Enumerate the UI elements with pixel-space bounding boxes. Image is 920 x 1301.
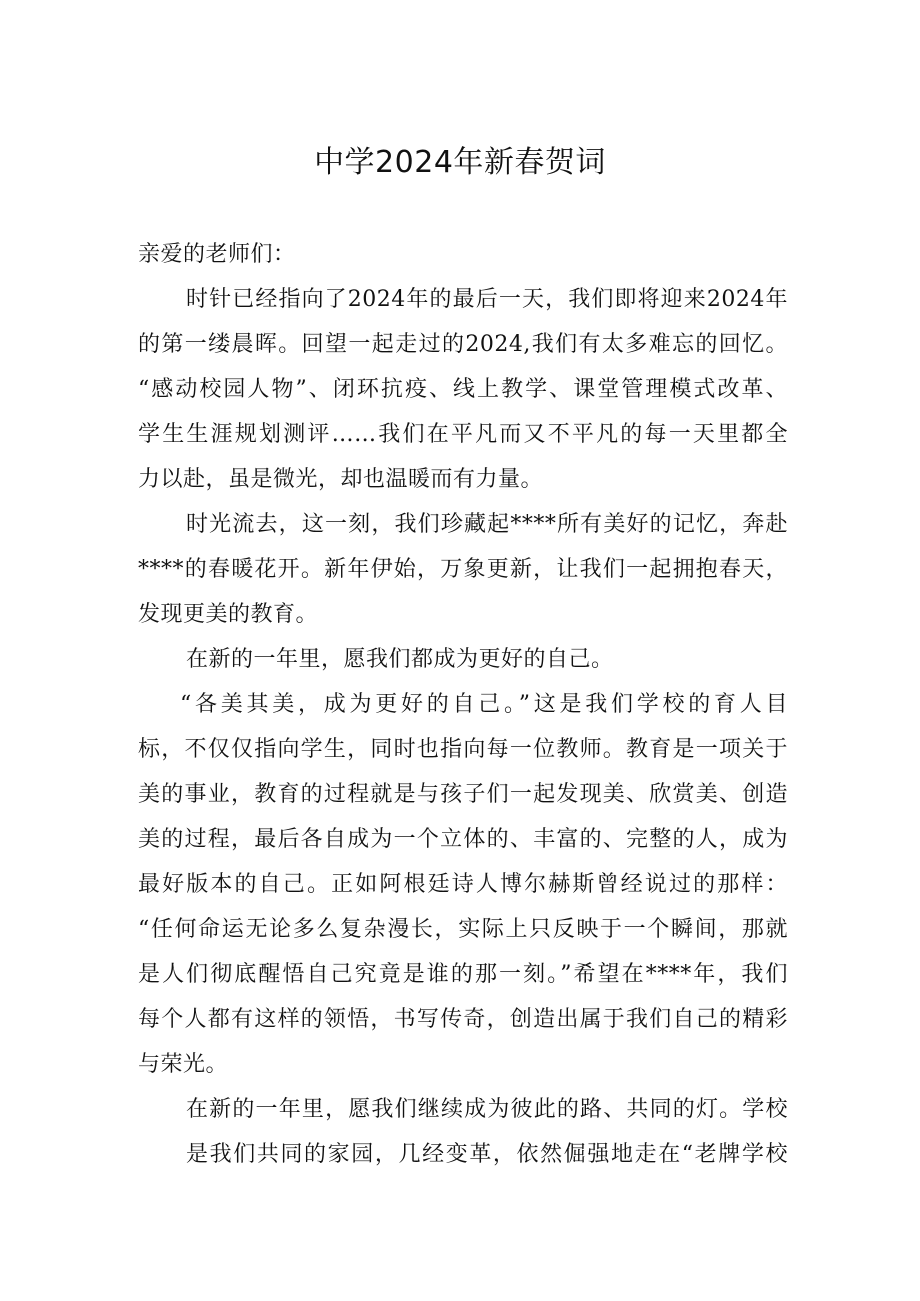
paragraph-line: “任何命运无论多么复杂漫长，实际上只反映于一个瞬间，那就 — [138, 917, 788, 942]
paragraph-line: 力以赴，虽是微光，却也温暖而有力量。 — [138, 467, 544, 492]
paragraph-line: 与荣光。 — [138, 1052, 229, 1077]
paragraph-line: 美的过程，最后各自成为一个立体的、丰富的、完整的人，成为 — [138, 827, 788, 852]
paragraph-line: 每个人都有这样的领悟，书写传奇，创造出属于我们自己的精彩 — [138, 1007, 788, 1032]
paragraph-line: 标，不仅仅指向学生，同时也指向每一位教师。教育是一项关于 — [138, 737, 788, 762]
paragraph-line: 时针已经指向了2024年的最后一天，我们即将迎来2024年 — [186, 287, 788, 312]
salutation: 亲爱的老师们： — [138, 242, 296, 267]
paragraph-line: 的第一缕晨晖。回望一起走过的2024,我们有太多难忘的回忆。 — [138, 332, 788, 357]
paragraph-line: 最好版本的自己。正如阿根廷诗人博尔赫斯曾经说过的那样： — [138, 872, 788, 897]
paragraph-line: “感动校园人物”、闭环抗疫、线上教学、课堂管理模式改革、 — [138, 377, 788, 402]
paragraph-line: 在新的一年里，愿我们继续成为彼此的路、共同的灯。学校 — [186, 1097, 788, 1122]
document-title: 中学2024年新春贺词 — [314, 145, 606, 180]
document-body — [138, 232, 788, 1177]
paragraph-line: 在新的一年里，愿我们都成为更好的自己。 — [186, 647, 614, 672]
paragraph-line: 美的事业，教育的过程就是与孩子们一起发现美、欣赏美、创造 — [138, 782, 788, 807]
paragraph-line: 时光流去，这一刻，我们珍藏起****所有美好的记忆，奔赴 — [186, 512, 788, 537]
paragraph-line: 是我们共同的家园，几经变革，依然倔强地走在“老牌学校 — [186, 1142, 788, 1167]
paragraph-line: 发现更美的教育。 — [138, 602, 319, 627]
paragraph-line: 是人们彻底醒悟自己究竟是谁的那一刻。”希望在****年，我们 — [138, 962, 788, 987]
paragraph-line: “各美其美，成为更好的自己。”这是我们学校的育人目 — [180, 692, 788, 717]
paragraph-line: 学生生涯规划测评……我们在平凡而又不平凡的每一天里都全 — [138, 422, 788, 447]
paragraph-line: ****的春暖花开。新年伊始，万象更新，让我们一起拥抱春天， — [138, 557, 788, 582]
